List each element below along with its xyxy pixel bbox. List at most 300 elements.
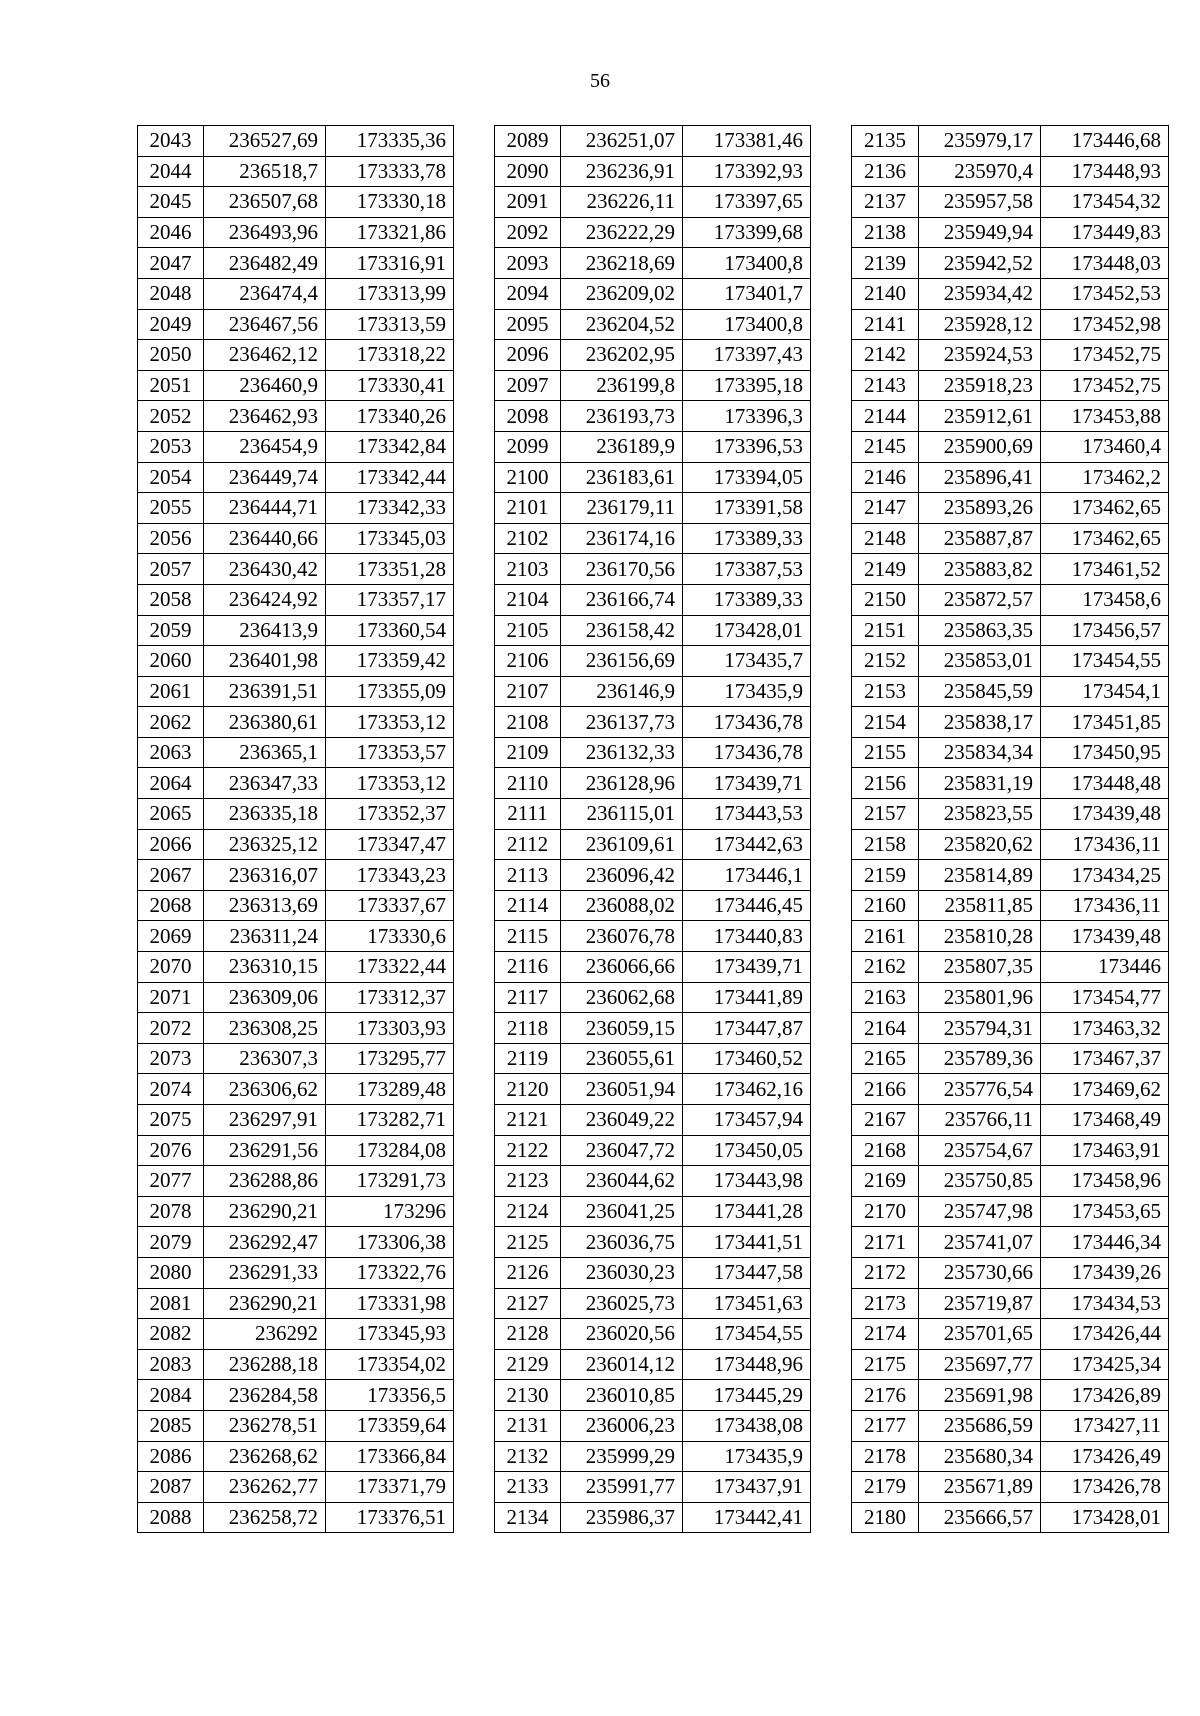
point-number-cell: 2054: [138, 462, 204, 493]
point-number-cell: 2064: [138, 768, 204, 799]
point-number-cell: 2104: [495, 584, 561, 615]
y-coordinate-cell: 173446,1: [683, 860, 811, 891]
y-coordinate-cell: 173381,46: [683, 126, 811, 157]
point-number-cell: 2112: [495, 829, 561, 860]
y-coordinate-cell: 173452,75: [1041, 370, 1169, 401]
x-coordinate-cell: 235912,61: [919, 401, 1041, 432]
point-number-cell: 2157: [852, 799, 919, 830]
point-number-cell: 2069: [138, 921, 204, 952]
table-row: [495, 370, 811, 401]
y-coordinate-cell: 173359,64: [326, 1410, 454, 1441]
y-coordinate-cell: 173462,16: [683, 1074, 811, 1105]
y-coordinate-cell: 173400,8: [683, 309, 811, 340]
table-row: [495, 554, 811, 585]
coordinates-table-1: [137, 125, 454, 1533]
table-row: [495, 768, 811, 799]
point-number-cell: 2149: [852, 554, 919, 585]
y-coordinate-cell: 173435,7: [683, 646, 811, 677]
x-coordinate-cell: 236030,23: [561, 1257, 683, 1288]
x-coordinate-cell: 235883,82: [919, 554, 1041, 585]
point-number-cell: 2079: [138, 1227, 204, 1258]
x-coordinate-cell: 236413,9: [204, 615, 326, 646]
table-row: [852, 248, 1169, 279]
point-number-cell: 2043: [138, 126, 204, 157]
x-coordinate-cell: 236444,71: [204, 493, 326, 524]
point-number-cell: 2137: [852, 187, 919, 218]
x-coordinate-cell: 236204,52: [561, 309, 683, 340]
y-coordinate-cell: 173394,05: [683, 462, 811, 493]
table-row: [495, 340, 811, 371]
x-coordinate-cell: 236507,68: [204, 187, 326, 218]
table-row: [852, 921, 1169, 952]
point-number-cell: 2172: [852, 1257, 919, 1288]
table-row: [495, 309, 811, 340]
y-coordinate-cell: 173356,5: [326, 1380, 454, 1411]
y-coordinate-cell: 173395,18: [683, 370, 811, 401]
point-number-cell: 2046: [138, 217, 204, 248]
point-number-cell: 2126: [495, 1257, 561, 1288]
y-coordinate-cell: 173458,6: [1041, 584, 1169, 615]
x-coordinate-cell: 236166,74: [561, 584, 683, 615]
point-number-cell: 2096: [495, 340, 561, 371]
y-coordinate-cell: 173289,48: [326, 1074, 454, 1105]
point-number-cell: 2171: [852, 1227, 919, 1258]
table-row: [495, 431, 811, 462]
table-row: [495, 1074, 811, 1105]
table-row: [495, 401, 811, 432]
table-row: [852, 1105, 1169, 1136]
y-coordinate-cell: 173295,77: [326, 1043, 454, 1074]
point-number-cell: 2178: [852, 1441, 919, 1472]
y-coordinate-cell: 173434,25: [1041, 860, 1169, 891]
y-coordinate-cell: 173306,38: [326, 1227, 454, 1258]
point-number-cell: 2067: [138, 860, 204, 891]
table-row: [138, 1166, 454, 1197]
table-row: [852, 340, 1169, 371]
x-coordinate-cell: 236527,69: [204, 126, 326, 157]
table-row: [495, 493, 811, 524]
table-row: [138, 799, 454, 830]
point-number-cell: 2130: [495, 1380, 561, 1411]
point-number-cell: 2065: [138, 799, 204, 830]
point-number-cell: 2105: [495, 615, 561, 646]
y-coordinate-cell: 173371,79: [326, 1472, 454, 1503]
table-row: [495, 799, 811, 830]
y-coordinate-cell: 173428,01: [683, 615, 811, 646]
table-row: [495, 860, 811, 891]
x-coordinate-cell: 236454,9: [204, 431, 326, 462]
y-coordinate-cell: 173456,57: [1041, 615, 1169, 646]
point-number-cell: 2062: [138, 707, 204, 738]
y-coordinate-cell: 173396,3: [683, 401, 811, 432]
y-coordinate-cell: 173427,11: [1041, 1410, 1169, 1441]
point-number-cell: 2094: [495, 278, 561, 309]
x-coordinate-cell: 236401,98: [204, 646, 326, 677]
point-number-cell: 2150: [852, 584, 919, 615]
point-number-cell: 2113: [495, 860, 561, 891]
x-coordinate-cell: 236482,49: [204, 248, 326, 279]
table-row: [852, 370, 1169, 401]
table-row: [495, 921, 811, 952]
x-coordinate-cell: 236183,61: [561, 462, 683, 493]
point-number-cell: 2047: [138, 248, 204, 279]
x-coordinate-cell: 236059,15: [561, 1013, 683, 1044]
point-number-cell: 2097: [495, 370, 561, 401]
y-coordinate-cell: 173426,78: [1041, 1472, 1169, 1503]
x-coordinate-cell: 236462,12: [204, 340, 326, 371]
x-coordinate-cell: 236288,86: [204, 1166, 326, 1197]
x-coordinate-cell: 236325,12: [204, 829, 326, 860]
x-coordinate-cell: 236430,42: [204, 554, 326, 585]
table-row: [495, 1441, 811, 1472]
y-coordinate-cell: 173426,49: [1041, 1441, 1169, 1472]
point-number-cell: 2151: [852, 615, 919, 646]
x-coordinate-cell: 235853,01: [919, 646, 1041, 677]
table-row: [138, 737, 454, 768]
x-coordinate-cell: 235691,98: [919, 1380, 1041, 1411]
y-coordinate-cell: 173453,65: [1041, 1196, 1169, 1227]
point-number-cell: 2101: [495, 493, 561, 524]
point-number-cell: 2177: [852, 1410, 919, 1441]
table-row: [852, 1319, 1169, 1350]
y-coordinate-cell: 173321,86: [326, 217, 454, 248]
x-coordinate-cell: 235949,94: [919, 217, 1041, 248]
x-coordinate-cell: 236006,23: [561, 1410, 683, 1441]
point-number-cell: 2059: [138, 615, 204, 646]
x-coordinate-cell: 235887,87: [919, 523, 1041, 554]
point-number-cell: 2087: [138, 1472, 204, 1503]
table-row: [138, 584, 454, 615]
x-coordinate-cell: 236462,93: [204, 401, 326, 432]
y-coordinate-cell: 173389,33: [683, 523, 811, 554]
x-coordinate-cell: 235893,26: [919, 493, 1041, 524]
y-coordinate-cell: 173353,12: [326, 707, 454, 738]
y-coordinate-cell: 173303,93: [326, 1013, 454, 1044]
table-row: [495, 737, 811, 768]
point-number-cell: 2090: [495, 156, 561, 187]
x-coordinate-cell: 236424,92: [204, 584, 326, 615]
table-row: [852, 1135, 1169, 1166]
x-coordinate-cell: 236309,06: [204, 982, 326, 1013]
x-coordinate-cell: 235928,12: [919, 309, 1041, 340]
y-coordinate-cell: 173330,6: [326, 921, 454, 952]
y-coordinate-cell: 173441,51: [683, 1227, 811, 1258]
y-coordinate-cell: 173450,95: [1041, 737, 1169, 768]
x-coordinate-cell: 235730,66: [919, 1257, 1041, 1288]
x-coordinate-cell: 235814,89: [919, 860, 1041, 891]
table-row: [852, 646, 1169, 677]
x-coordinate-cell: 236174,16: [561, 523, 683, 554]
point-number-cell: 2080: [138, 1257, 204, 1288]
x-coordinate-cell: 235986,37: [561, 1502, 683, 1533]
point-number-cell: 2136: [852, 156, 919, 187]
table-row: [852, 890, 1169, 921]
x-coordinate-cell: 236292: [204, 1319, 326, 1350]
y-coordinate-cell: 173331,98: [326, 1288, 454, 1319]
y-coordinate-cell: 173448,93: [1041, 156, 1169, 187]
table-row: [852, 799, 1169, 830]
point-number-cell: 2169: [852, 1166, 919, 1197]
table-row: [852, 1410, 1169, 1441]
table-row: [495, 187, 811, 218]
x-coordinate-cell: 236209,02: [561, 278, 683, 309]
table-row: [852, 126, 1169, 157]
point-number-cell: 2122: [495, 1135, 561, 1166]
y-coordinate-cell: 173451,85: [1041, 707, 1169, 738]
point-number-cell: 2055: [138, 493, 204, 524]
x-coordinate-cell: 236158,42: [561, 615, 683, 646]
y-coordinate-cell: 173452,75: [1041, 340, 1169, 371]
table-row: [138, 890, 454, 921]
table-row: [138, 768, 454, 799]
table-row: [138, 462, 454, 493]
x-coordinate-cell: 236291,33: [204, 1257, 326, 1288]
table-row: [495, 1288, 811, 1319]
y-coordinate-cell: 173425,34: [1041, 1349, 1169, 1380]
x-coordinate-cell: 236036,75: [561, 1227, 683, 1258]
y-coordinate-cell: 173352,37: [326, 799, 454, 830]
table-row: [852, 1257, 1169, 1288]
point-number-cell: 2092: [495, 217, 561, 248]
x-coordinate-cell: 236049,22: [561, 1105, 683, 1136]
table-row: [138, 278, 454, 309]
point-number-cell: 2128: [495, 1319, 561, 1350]
x-coordinate-cell: 236020,56: [561, 1319, 683, 1350]
x-coordinate-cell: 235801,96: [919, 982, 1041, 1013]
x-coordinate-cell: 236062,68: [561, 982, 683, 1013]
x-coordinate-cell: 236156,69: [561, 646, 683, 677]
table-row: [138, 1441, 454, 1472]
table-row: [495, 278, 811, 309]
table-row: [852, 1472, 1169, 1503]
table-row: [138, 554, 454, 585]
y-coordinate-cell: 173426,89: [1041, 1380, 1169, 1411]
x-coordinate-cell: 236306,62: [204, 1074, 326, 1105]
y-coordinate-cell: 173438,08: [683, 1410, 811, 1441]
y-coordinate-cell: 173448,48: [1041, 768, 1169, 799]
x-coordinate-cell: 236288,18: [204, 1349, 326, 1380]
table-row: [495, 1319, 811, 1350]
x-coordinate-cell: 235666,57: [919, 1502, 1041, 1533]
table-row: [495, 1196, 811, 1227]
table-row: [495, 646, 811, 677]
table-row: [138, 676, 454, 707]
table-row: [138, 646, 454, 677]
y-coordinate-cell: 173451,63: [683, 1288, 811, 1319]
x-coordinate-cell: 236493,96: [204, 217, 326, 248]
point-number-cell: 2049: [138, 309, 204, 340]
x-coordinate-cell: 235838,17: [919, 707, 1041, 738]
x-coordinate-cell: 235999,29: [561, 1441, 683, 1472]
table-row: [138, 1288, 454, 1319]
table-row: [138, 952, 454, 983]
y-coordinate-cell: 173436,11: [1041, 829, 1169, 860]
x-coordinate-cell: 235747,98: [919, 1196, 1041, 1227]
table-row: [852, 1074, 1169, 1105]
y-coordinate-cell: 173322,44: [326, 952, 454, 983]
y-coordinate-cell: 173312,37: [326, 982, 454, 1013]
y-coordinate-cell: 173360,54: [326, 615, 454, 646]
x-coordinate-cell: 236347,33: [204, 768, 326, 799]
table-row: [852, 615, 1169, 646]
y-coordinate-cell: 173284,08: [326, 1135, 454, 1166]
x-coordinate-cell: 236179,11: [561, 493, 683, 524]
point-number-cell: 2140: [852, 278, 919, 309]
table-row: [495, 707, 811, 738]
table-row: [495, 1013, 811, 1044]
x-coordinate-cell: 236170,56: [561, 554, 683, 585]
point-number-cell: 2068: [138, 890, 204, 921]
table-row: [138, 1349, 454, 1380]
x-coordinate-cell: 236132,33: [561, 737, 683, 768]
point-number-cell: 2165: [852, 1043, 919, 1074]
point-number-cell: 2170: [852, 1196, 919, 1227]
y-coordinate-cell: 173353,12: [326, 768, 454, 799]
y-coordinate-cell: 173443,98: [683, 1166, 811, 1197]
y-coordinate-cell: 173460,52: [683, 1043, 811, 1074]
table-row: [852, 431, 1169, 462]
y-coordinate-cell: 173460,4: [1041, 431, 1169, 462]
y-coordinate-cell: 173337,67: [326, 890, 454, 921]
table-row: [495, 1227, 811, 1258]
point-number-cell: 2088: [138, 1502, 204, 1533]
table-row: [495, 676, 811, 707]
y-coordinate-cell: 173439,48: [1041, 799, 1169, 830]
point-number-cell: 2164: [852, 1013, 919, 1044]
point-number-cell: 2142: [852, 340, 919, 371]
x-coordinate-cell: 236440,66: [204, 523, 326, 554]
x-coordinate-cell: 236041,25: [561, 1196, 683, 1227]
point-number-cell: 2057: [138, 554, 204, 585]
y-coordinate-cell: 173457,94: [683, 1105, 811, 1136]
y-coordinate-cell: 173439,71: [683, 952, 811, 983]
table-row: [138, 1135, 454, 1166]
x-coordinate-cell: 235766,11: [919, 1105, 1041, 1136]
point-number-cell: 2058: [138, 584, 204, 615]
table-row: [138, 921, 454, 952]
table-row: [495, 1166, 811, 1197]
y-coordinate-cell: 173342,33: [326, 493, 454, 524]
y-coordinate-cell: 173397,65: [683, 187, 811, 218]
point-number-cell: 2141: [852, 309, 919, 340]
y-coordinate-cell: 173434,53: [1041, 1288, 1169, 1319]
y-coordinate-cell: 173461,52: [1041, 554, 1169, 585]
point-number-cell: 2133: [495, 1472, 561, 1503]
x-coordinate-cell: 235957,58: [919, 187, 1041, 218]
x-coordinate-cell: 236467,56: [204, 309, 326, 340]
point-number-cell: 2070: [138, 952, 204, 983]
table-row: [138, 1380, 454, 1411]
point-number-cell: 2160: [852, 890, 919, 921]
point-number-cell: 2060: [138, 646, 204, 677]
x-coordinate-cell: 236290,21: [204, 1196, 326, 1227]
x-coordinate-cell: 236109,61: [561, 829, 683, 860]
point-number-cell: 2125: [495, 1227, 561, 1258]
point-number-cell: 2084: [138, 1380, 204, 1411]
point-number-cell: 2056: [138, 523, 204, 554]
table-row: [852, 1227, 1169, 1258]
y-coordinate-cell: 173462,65: [1041, 493, 1169, 524]
point-number-cell: 2103: [495, 554, 561, 585]
point-number-cell: 2156: [852, 768, 919, 799]
y-coordinate-cell: 173428,01: [1041, 1502, 1169, 1533]
x-coordinate-cell: 236308,25: [204, 1013, 326, 1044]
point-number-cell: 2145: [852, 431, 919, 462]
y-coordinate-cell: 173436,78: [683, 737, 811, 768]
x-coordinate-cell: 236044,62: [561, 1166, 683, 1197]
table-row: [852, 768, 1169, 799]
point-number-cell: 2111: [495, 799, 561, 830]
x-coordinate-cell: 235686,59: [919, 1410, 1041, 1441]
y-coordinate-cell: 173462,2: [1041, 462, 1169, 493]
x-coordinate-cell: 236311,24: [204, 921, 326, 952]
table-row: [138, 1196, 454, 1227]
point-number-cell: 2099: [495, 431, 561, 462]
table-row: [138, 1043, 454, 1074]
y-coordinate-cell: 173452,53: [1041, 278, 1169, 309]
table-row: [852, 829, 1169, 860]
x-coordinate-cell: 235680,34: [919, 1441, 1041, 1472]
x-coordinate-cell: 235671,89: [919, 1472, 1041, 1503]
x-coordinate-cell: 236365,1: [204, 737, 326, 768]
x-coordinate-cell: 235991,77: [561, 1472, 683, 1503]
x-coordinate-cell: 235810,28: [919, 921, 1041, 952]
x-coordinate-cell: 236051,94: [561, 1074, 683, 1105]
table-row: [852, 1380, 1169, 1411]
point-number-cell: 2155: [852, 737, 919, 768]
point-number-cell: 2179: [852, 1472, 919, 1503]
y-coordinate-cell: 173439,26: [1041, 1257, 1169, 1288]
table-row: [138, 860, 454, 891]
point-number-cell: 2075: [138, 1105, 204, 1136]
table-row: [852, 676, 1169, 707]
point-number-cell: 2124: [495, 1196, 561, 1227]
point-number-cell: 2154: [852, 707, 919, 738]
table-row: [138, 1502, 454, 1533]
table-row: [495, 1349, 811, 1380]
table-row: [138, 217, 454, 248]
y-coordinate-cell: 173441,89: [683, 982, 811, 1013]
point-number-cell: 2050: [138, 340, 204, 371]
table-row: [495, 462, 811, 493]
x-coordinate-cell: 236010,85: [561, 1380, 683, 1411]
table-row: [138, 1257, 454, 1288]
table-row: [852, 707, 1169, 738]
y-coordinate-cell: 173454,55: [683, 1319, 811, 1350]
x-coordinate-cell: 236193,73: [561, 401, 683, 432]
x-coordinate-cell: 236268,62: [204, 1441, 326, 1472]
table-row: [852, 156, 1169, 187]
x-coordinate-cell: 236284,58: [204, 1380, 326, 1411]
y-coordinate-cell: 173392,93: [683, 156, 811, 187]
x-coordinate-cell: 236518,7: [204, 156, 326, 187]
y-coordinate-cell: 173396,53: [683, 431, 811, 462]
table-row: [495, 1502, 811, 1533]
x-coordinate-cell: 236313,69: [204, 890, 326, 921]
x-coordinate-cell: 235789,36: [919, 1043, 1041, 1074]
x-coordinate-cell: 236137,73: [561, 707, 683, 738]
table-row: [852, 1349, 1169, 1380]
point-number-cell: 2129: [495, 1349, 561, 1380]
x-coordinate-cell: 235741,07: [919, 1227, 1041, 1258]
y-coordinate-cell: 173453,88: [1041, 401, 1169, 432]
x-coordinate-cell: 236226,11: [561, 187, 683, 218]
point-number-cell: 2045: [138, 187, 204, 218]
x-coordinate-cell: 236222,29: [561, 217, 683, 248]
point-number-cell: 2106: [495, 646, 561, 677]
point-number-cell: 2098: [495, 401, 561, 432]
x-coordinate-cell: 235701,65: [919, 1319, 1041, 1350]
